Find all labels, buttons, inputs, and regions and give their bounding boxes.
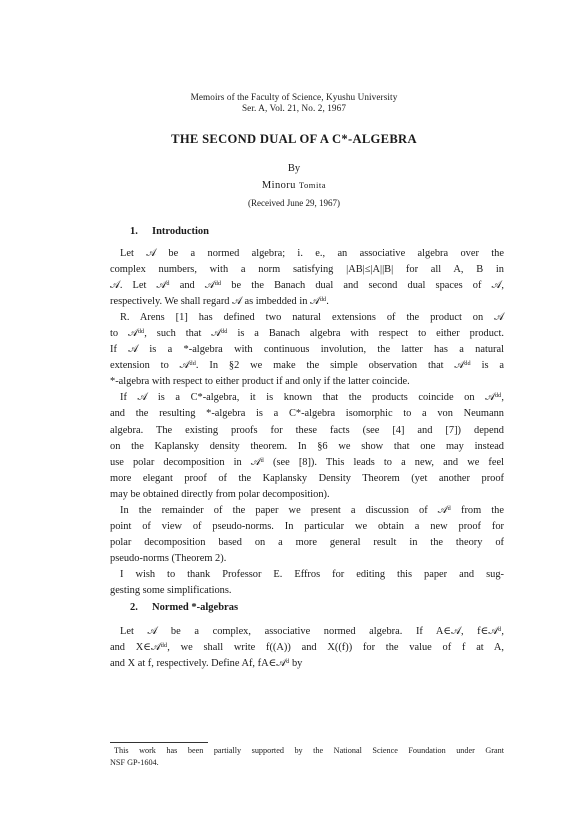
journal-line-2: Ser. A, Vol. 21, No. 2, 1967 <box>241 103 347 113</box>
text-line: polar decomposition based on a more general result in the theory of <box>110 536 504 548</box>
text-line: respectively. We shall regard 𝒜 as imbedded in 𝒜ᵈᵈ. <box>110 296 329 308</box>
footnote-rule <box>110 742 208 743</box>
section-2-heading <box>130 602 238 613</box>
text-line: to 𝒜ᵈᵈ, such that 𝒜ᵈᵈ is a Banach algebra with respect to either product. <box>110 328 504 340</box>
text-line: use polar decomposition in 𝒜ᵈ (see [8]). This leads to a new, and we feel <box>110 456 504 468</box>
text-line: R. Arens [1] has defined two natural extensions of the product on 𝒜 <box>120 312 504 324</box>
section-2-body <box>110 624 504 672</box>
section-2-number: 2. <box>130 602 138 613</box>
text-line: In the remainder of the paper we present a discussion of 𝒜ᵈ from the <box>120 504 504 516</box>
section-2-title: Normed *-algebras <box>152 602 239 613</box>
text-line: complex numbers, with a norm satisfying |AB|≤|A||B| for all A, B in <box>110 264 504 276</box>
text-line: pseudo-norms (Theorem 2). <box>110 552 227 564</box>
footnote <box>110 745 504 768</box>
text-line: more elegant proof of the Kaplansky Density Theorem (yet another proof <box>110 472 504 484</box>
author-last-name: Tomita <box>298 180 327 190</box>
received-date: (Received June 29, 1967) <box>248 198 340 208</box>
section-1-number: 1. <box>130 226 138 237</box>
text-line: If 𝒜 is a *-algebra with continuous involution, the latter has a natural <box>110 344 504 356</box>
text-line: and X at f, respectively. Define Af, fA∈𝒜ᵈ by <box>110 658 303 670</box>
footnote-line: This work has been partially supported by the National Science Foundation under Grant <box>114 746 504 755</box>
paper-title: THE SECOND DUAL OF A C*-ALGEBRA <box>171 132 417 146</box>
text-line: Let 𝒜 be a normed algebra; i. e., an associative algebra over the <box>120 248 504 259</box>
text-line: Let 𝒜 be a complex, associative normed algebra. If A∈𝒜, f∈𝒜ᵈ, <box>120 626 504 637</box>
text-line: extension to 𝒜ᵈᵈ. In §2 we make the simple observation that 𝒜ᵈᵈ is a <box>110 360 504 372</box>
text-line: point of view of pseudo-norms. In particular we obtain a new proof for <box>110 520 504 532</box>
section-1-title: Introduction <box>152 226 209 237</box>
text-line: If 𝒜 is a C*-algebra, it is known that the products coincide on 𝒜ᵈᵈ, <box>120 392 504 404</box>
author-first-name: Minoru <box>261 180 296 191</box>
text-line: and the resulting *-algebra is a C*-algebra isomorphic to a von Neumann <box>110 408 504 420</box>
section-1-body <box>110 246 504 599</box>
text-line: 𝒜. Let 𝒜ᵈ and 𝒜ᵈᵈ be the Banach dual and second dual spaces of 𝒜, <box>110 280 504 292</box>
text-line: and X∈𝒜ᵈᵈ, we shall write f((A)) and X((f)) for the value of f at A, <box>110 642 504 654</box>
text-line: on the Kaplansky density theorem. In §6 we show that one may instead <box>110 440 504 452</box>
text-line: may be obtained directly from polar decomposition). <box>110 488 330 500</box>
journal-line-1: Memoirs of the Faculty of Science, Kyushu University <box>190 92 398 102</box>
text-line: algebra. The existing proofs for these facts (see [4] and [7]) depend <box>110 424 504 436</box>
footnote-line: NSF GP-1604. <box>110 757 159 767</box>
by-label: By <box>287 163 301 174</box>
author-name <box>0 180 588 191</box>
text-line: gesting some simplifications. <box>110 584 232 596</box>
text-line: *-algebra with respect to either product if and only if the latter coincide. <box>110 376 410 388</box>
text-line: I wish to thank Professor E. Effros for editing this paper and sug- <box>120 568 504 580</box>
section-1-heading <box>130 226 209 237</box>
